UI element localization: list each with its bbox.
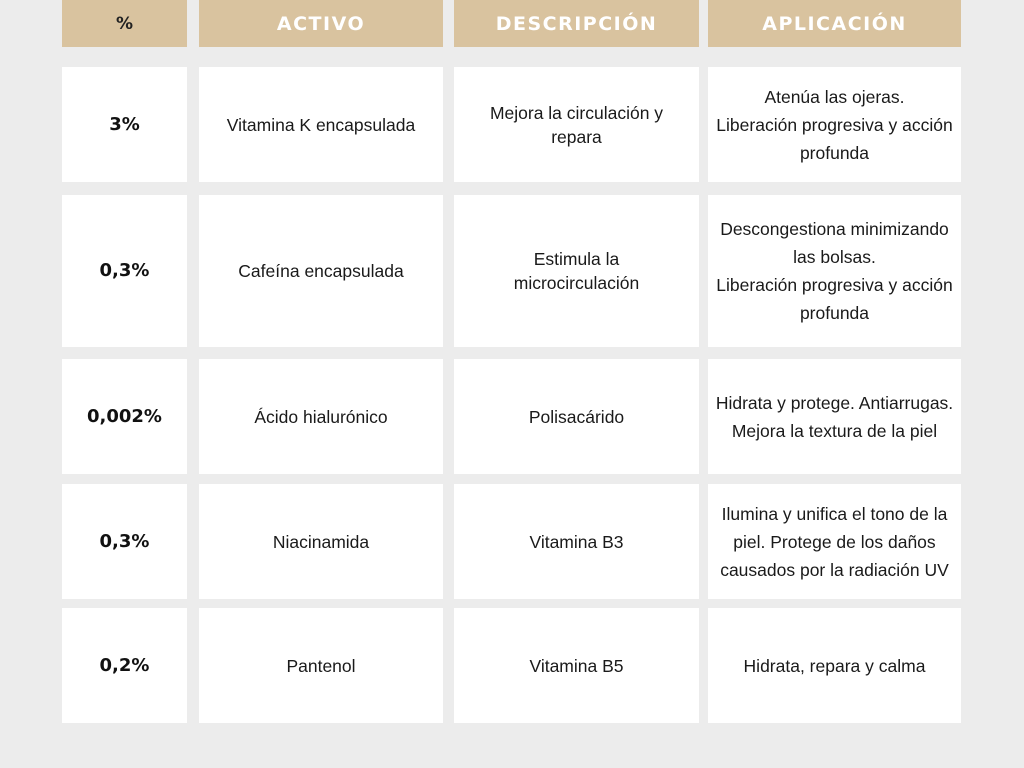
percent-cell: 0,3% [62, 195, 187, 347]
active-cell: Vitamina K encapsulada [199, 67, 443, 182]
description-cell: Mejora la circulación y repara [454, 67, 699, 182]
active-cell: Ácido hialurónico [199, 359, 443, 474]
application-cell: Atenúa las ojeras. Liberación progresiva y acción profunda [708, 67, 961, 182]
description-cell: Polisacárido [454, 359, 699, 474]
description-cell: Vitamina B3 [454, 484, 699, 599]
active-cell: Niacinamida [199, 484, 443, 599]
header-activo: ACTIVO [199, 0, 443, 47]
application-cell: Hidrata y protege. Antiarrugas. Mejora la textura de la piel [708, 359, 961, 474]
application-cell: Descongestiona minimizando las bolsas. Liberación progresiva y acción profunda [708, 195, 961, 347]
percent-cell: 0,3% [62, 484, 187, 599]
header-aplicacion: APLICACIÓN [708, 0, 961, 47]
description-cell: Estimula la microcirculación [454, 195, 699, 347]
percent-cell: 3% [62, 67, 187, 182]
description-cell: Vitamina B5 [454, 608, 699, 723]
active-cell: Cafeína encapsulada [199, 195, 443, 347]
percent-cell: 0,2% [62, 608, 187, 723]
percent-cell: 0,002% [62, 359, 187, 474]
header-descripcion: DESCRIPCIÓN [454, 0, 699, 47]
header-percent: % [62, 0, 187, 47]
application-cell: Ilumina y unifica el tono de la piel. Protege de los daños causados por la radiación UV [708, 484, 961, 599]
application-cell: Hidrata, repara y calma [708, 608, 961, 723]
active-cell: Pantenol [199, 608, 443, 723]
